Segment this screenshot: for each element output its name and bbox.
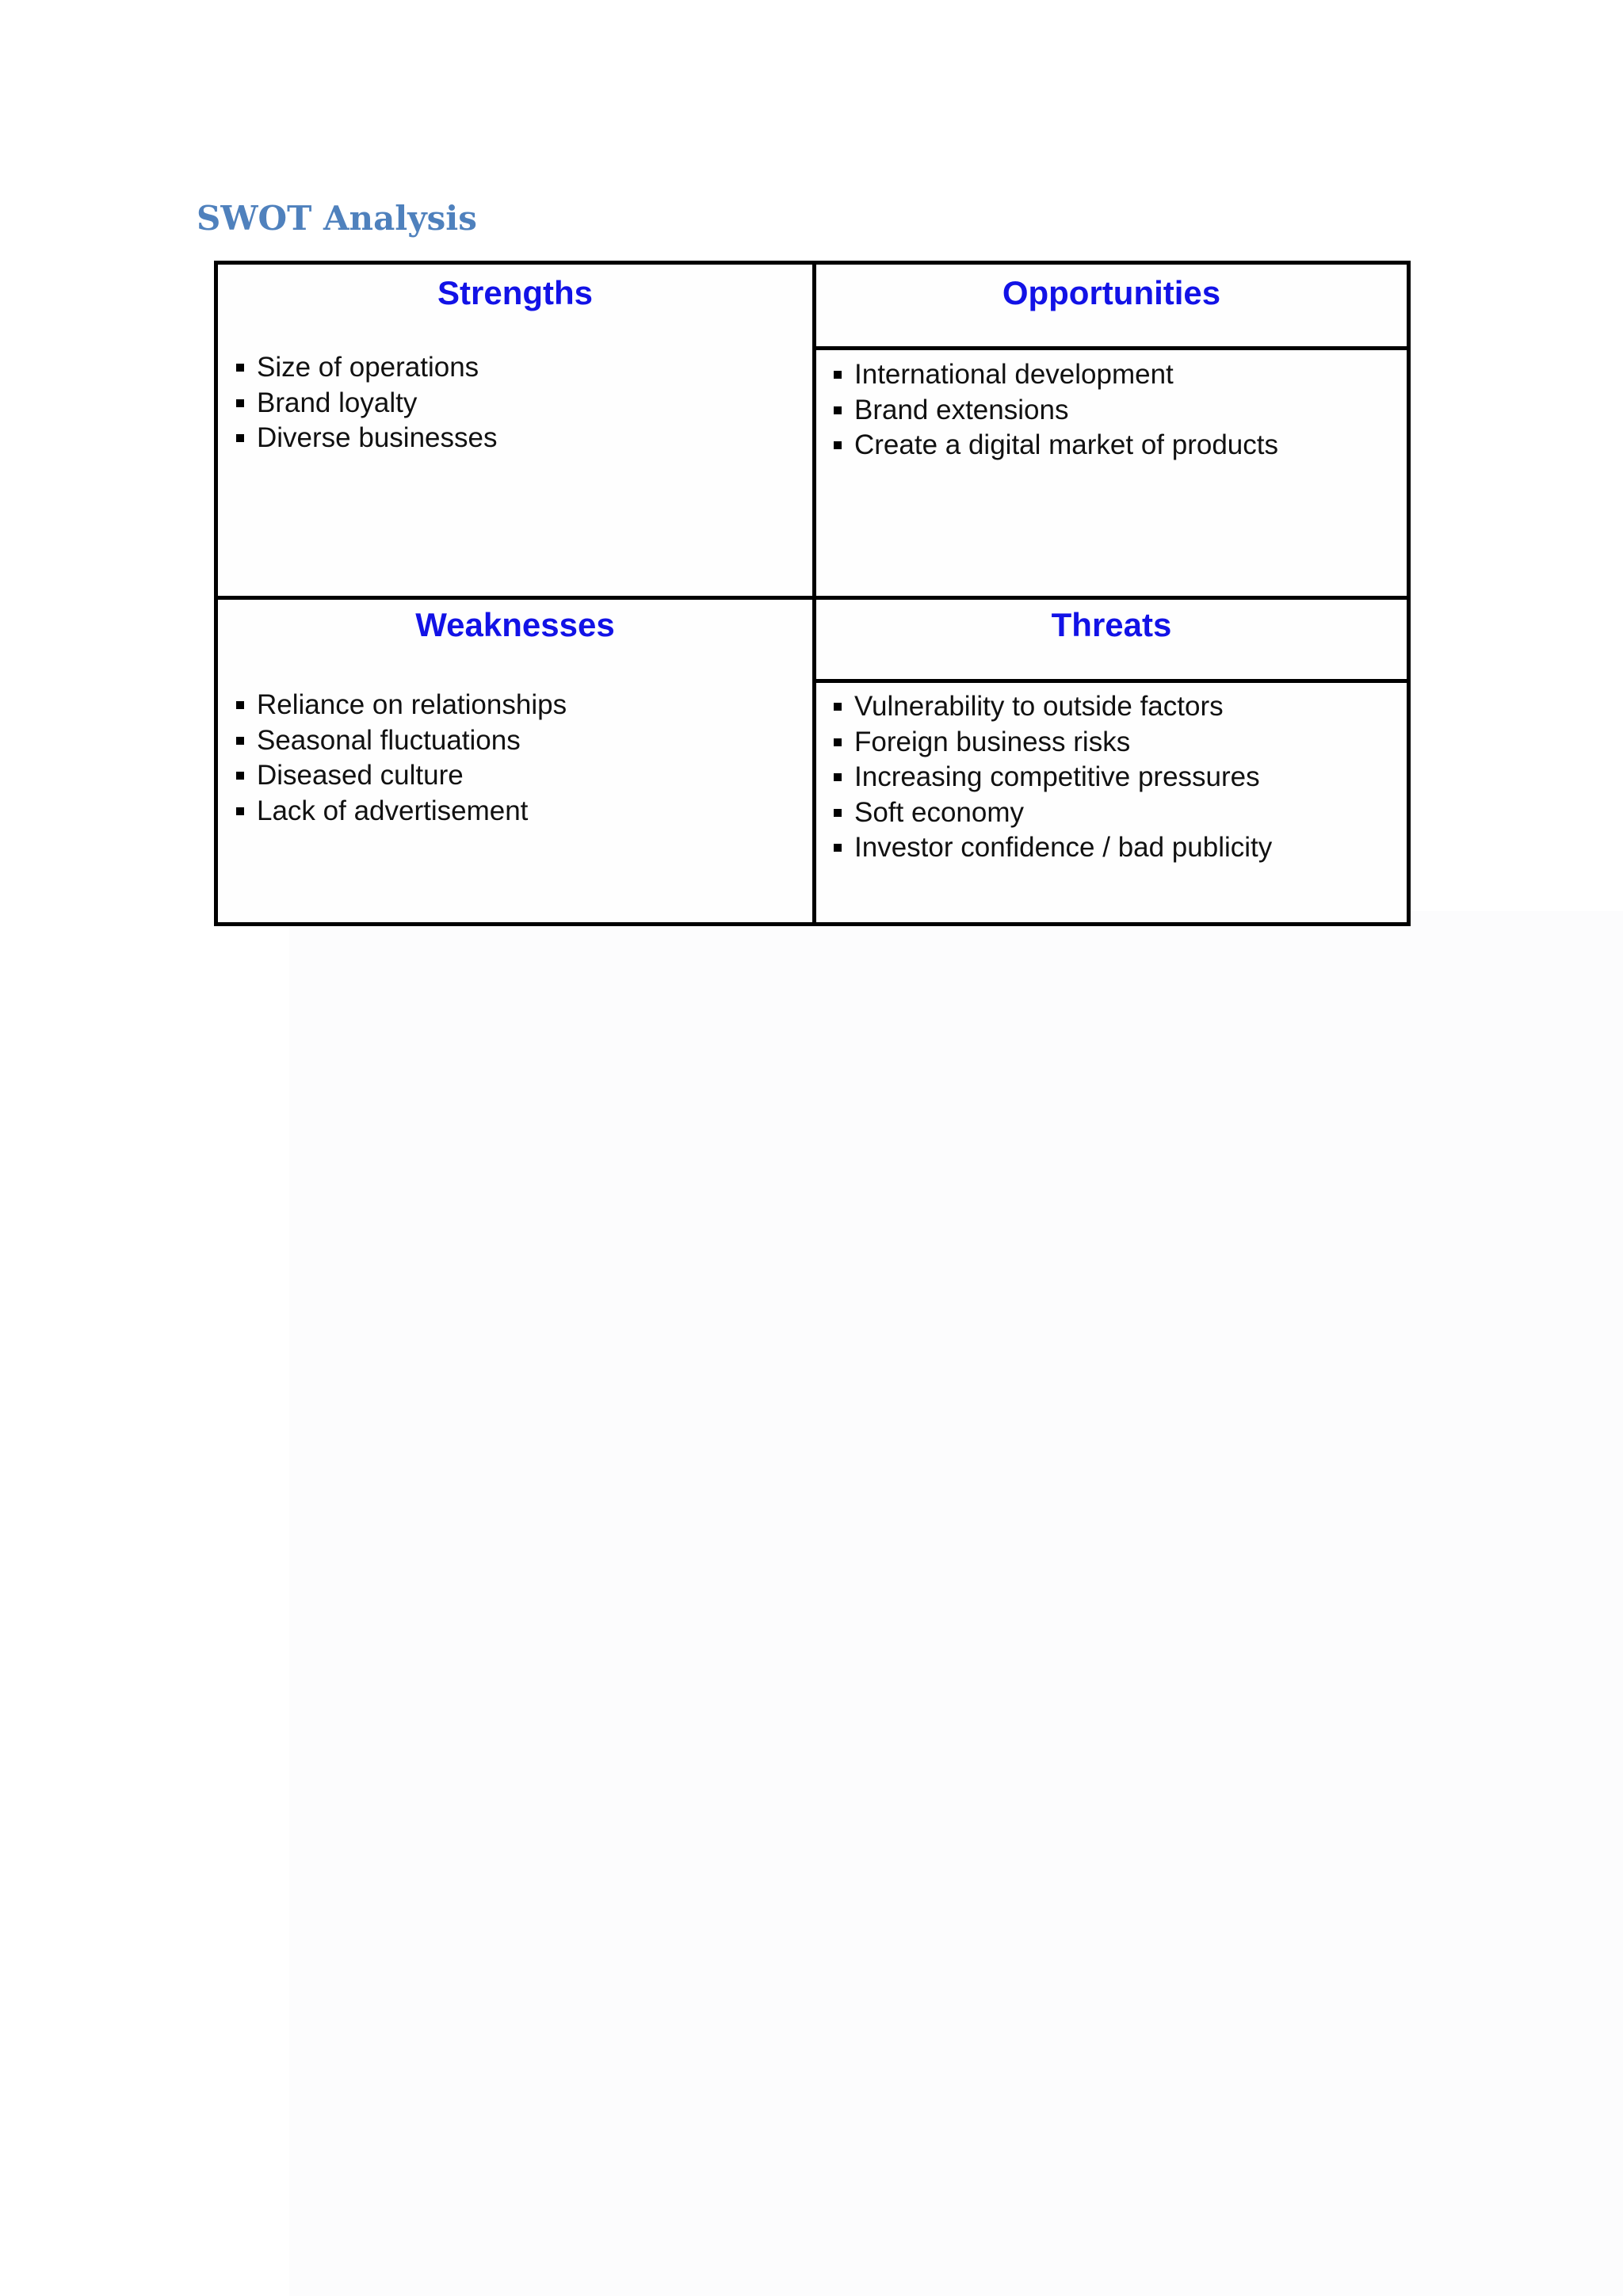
list-item: Vulnerability to outside factors — [834, 689, 1272, 725]
list-item: Investor confidence / bad publicity — [834, 830, 1272, 866]
threats-title: Threats — [1051, 606, 1172, 643]
threats-header-divider — [816, 679, 1407, 683]
opportunities-header-divider — [816, 346, 1407, 350]
list-item: Diseased culture — [236, 758, 567, 794]
horizontal-divider — [218, 596, 1407, 600]
list-item: Seasonal fluctuations — [236, 723, 567, 759]
list-item: Reliance on relationships — [236, 688, 567, 723]
swot-table — [214, 261, 1411, 926]
opportunities-title: Opportunities — [1002, 274, 1221, 311]
list-item: Soft economy — [834, 795, 1272, 831]
weaknesses-title: Weaknesses — [415, 606, 615, 643]
opportunities-list — [834, 357, 1278, 463]
list-item: Increasing competitive pressures — [834, 760, 1272, 795]
list-item: Size of operations — [236, 350, 497, 386]
list-item: Lack of advertisement — [236, 794, 567, 830]
vertical-divider — [812, 265, 816, 922]
strengths-list — [236, 350, 497, 456]
list-item: Brand loyalty — [236, 386, 497, 421]
page-title: SWOT Analysis — [197, 199, 477, 238]
list-item: Create a digital market of products — [834, 428, 1278, 463]
threats-list — [834, 689, 1272, 866]
list-item: Foreign business risks — [834, 725, 1272, 761]
strengths-title: Strengths — [437, 274, 593, 311]
list-item: Diverse businesses — [236, 421, 497, 456]
list-item: Brand extensions — [834, 393, 1278, 429]
list-item: International development — [834, 357, 1278, 393]
weaknesses-list — [236, 688, 567, 829]
